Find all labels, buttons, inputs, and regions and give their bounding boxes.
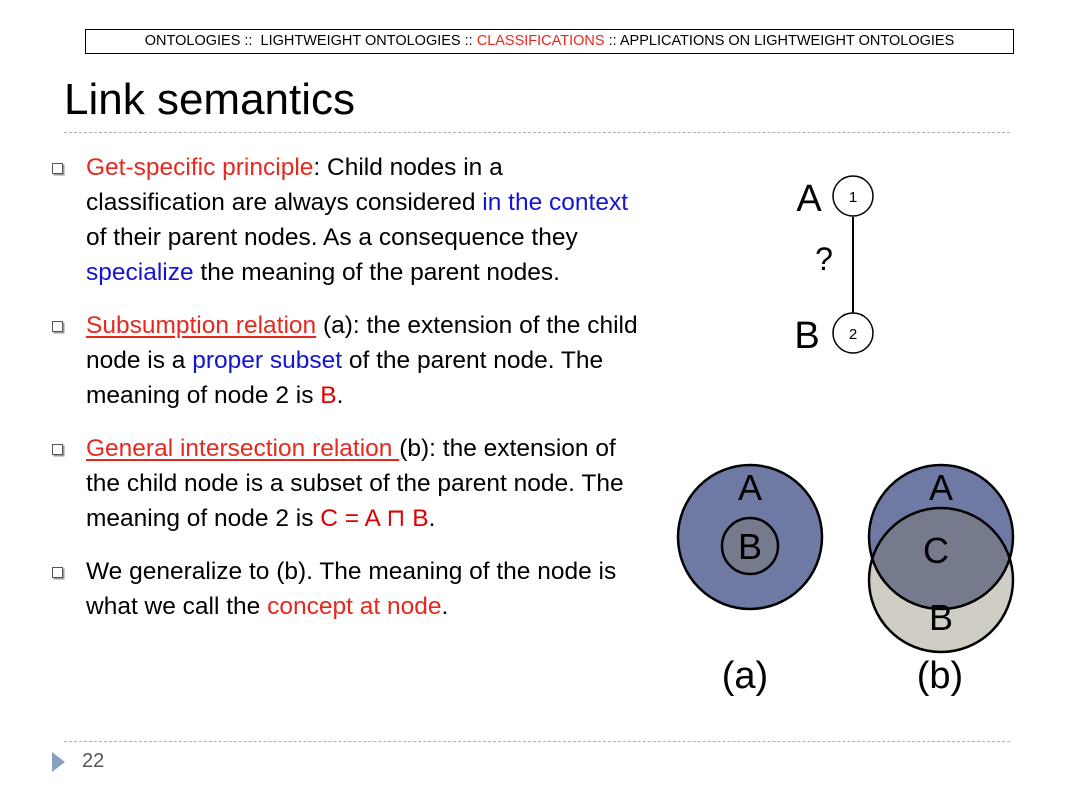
link-general-intersection-relation[interactable]: General intersection relation — [86, 435, 400, 462]
venn-b-label-c: C — [923, 530, 949, 571]
term-concept-at-node: concept at node — [267, 593, 442, 620]
breadcrumb-classifications[interactable]: CLASSIFICATIONS — [476, 33, 605, 49]
venn-b-caption: (b) — [916, 655, 964, 697]
footer-arrow-icon — [52, 752, 65, 772]
breadcrumb-ontologies[interactable]: ONTOLOGIES :: — [144, 33, 253, 49]
bullet-text: the meaning of the parent nodes. — [193, 259, 560, 286]
tree-node-2-label: 2 — [848, 326, 858, 343]
bullet-text: . — [428, 505, 436, 532]
breadcrumb-applications[interactable]: :: APPLICATIONS ON LIGHTWEIGHT ONTOLOGIES — [608, 33, 955, 49]
breadcrumb-lightweight-ontologies[interactable]: LIGHTWEIGHT ONTOLOGIES :: — [260, 33, 473, 49]
term-specialize: specialize — [86, 259, 194, 286]
tree-node-1-label: 1 — [848, 189, 858, 206]
venn-a-label-b: B — [737, 526, 763, 567]
page-number: 22 — [82, 750, 105, 772]
term-proper-subset: proper subset — [192, 347, 343, 374]
bullet-text: . — [441, 593, 449, 620]
venn-b-label-b: B — [928, 597, 954, 638]
bullet-text: (a): the extension of the child node is a — [86, 312, 638, 374]
venn-b-label-a: A — [928, 467, 954, 508]
bullet-text: of their parent nodes. As a consequence they — [86, 224, 578, 251]
tree-label-a: A — [796, 178, 822, 220]
term-in-the-context: in the context — [482, 189, 629, 216]
term-c-equals-a-meet-b: C = A ⊓ B — [320, 505, 429, 532]
bullet-text: of the parent node. The meaning of node 2 is — [86, 347, 604, 409]
bullet-text: : Child nodes in a classification are always considered — [86, 154, 503, 216]
venn-a-label-a: A — [737, 467, 763, 508]
slide-title: Link semantics — [64, 75, 356, 124]
term-b: B — [320, 382, 337, 409]
bullet-text: . — [336, 382, 344, 409]
venn-a-caption: (a) — [721, 655, 769, 697]
term-get-specific-principle: Get-specific principle — [86, 154, 314, 181]
tree-label-b: B — [794, 315, 820, 357]
bullet-text: We generalize to (b). The meaning of the node is what we call the — [86, 558, 617, 620]
link-subsumption-relation[interactable]: Subsumption relation — [86, 312, 317, 339]
tree-question-mark: ? — [815, 241, 833, 277]
bullet-text: (b): the extension of the child node is a subset of the parent node. The meaning of node 2 is — [86, 435, 624, 532]
footer-divider — [64, 741, 1010, 742]
